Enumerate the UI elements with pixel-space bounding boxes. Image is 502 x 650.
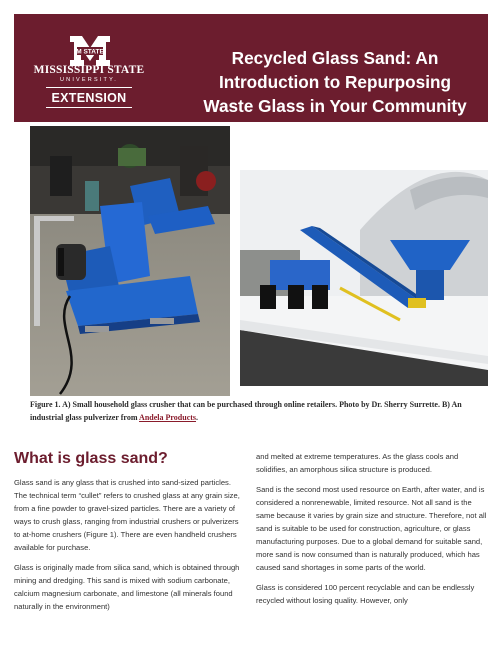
emblem-text: M STATE xyxy=(76,48,104,56)
title-line: Waste Glass in Your Community xyxy=(203,96,467,116)
caption-end: . xyxy=(196,413,199,422)
header-band xyxy=(14,14,488,122)
andela-products-link[interactable]: Andela Products xyxy=(139,413,197,422)
left-column xyxy=(14,476,242,613)
body-paragraph: Glass is originally made from silica sand, which is obtained through mining and dredging. This sand is mixed with sodium carbonate, calcium magnesium carbonate, and limestone (all minerals found naturally in the environment) xyxy=(14,563,240,611)
msu-m-emblem-icon xyxy=(68,34,112,68)
crusher-photo-illustration xyxy=(30,126,230,396)
logo-divider xyxy=(46,87,132,88)
right-column xyxy=(256,450,488,607)
figure-caption xyxy=(30,398,488,424)
pulverizer-photo-illustration xyxy=(240,170,488,386)
body-paragraph: Sand is the second most used resource on Earth, after water, and is considered a nonrenewable, limited resource. Not all sand is the same because it varies by grain size and structure. Therefore, not all sand is suitable to be used for construction, agriculture, or glass manufacturing purposes. Due to a global demand for suitable sand, more sand is now consumed than is naturally produced, which has caused sand shortages in some parts of the world. xyxy=(256,485,487,572)
section-heading: What is glass sand? xyxy=(14,450,168,467)
title-line: Recycled Glass Sand: An xyxy=(231,48,439,68)
msu-extension-logo[interactable] xyxy=(32,34,146,114)
body-paragraph: Glass sand is any glass that is crushed into sand-sized particles. The technical term “cullet” refers to crushed glass at any grain size, from a fine powder to gravel-sized particles. There are a variety of ways to crush glass, ranging from industrial crushers or pulverizers to at-home crushers (Figure 1). There are even handheld crushers available for purchase. xyxy=(14,478,240,552)
logo-university-name: MISSISSIPPI STATE xyxy=(33,64,145,76)
logo-university-sub: UNIVERSITY. xyxy=(59,77,119,83)
body-paragraph: Glass is considered 100 percent recyclable and can be endlessly recycled without losing quality. However, only xyxy=(256,583,475,605)
body-paragraph: and melted at extreme temperatures. As the glass cools and solidifies, an amorphous silica structure is produced. xyxy=(256,452,459,474)
caption-text: Figure 1. A) Small household glass crusher that can be purchased through online retailers. Photo by Dr. Sherry Surrette. B) An industrial glass pulverizer from xyxy=(30,400,462,422)
photo-industrial-glass-pulverizer xyxy=(240,170,488,386)
logo-extension-label: EXTENSION xyxy=(51,91,127,105)
logo-divider xyxy=(46,107,132,108)
title-line: Introduction to Repurposing xyxy=(219,72,451,92)
document-title xyxy=(188,46,482,118)
photo-household-glass-crusher xyxy=(30,126,230,396)
